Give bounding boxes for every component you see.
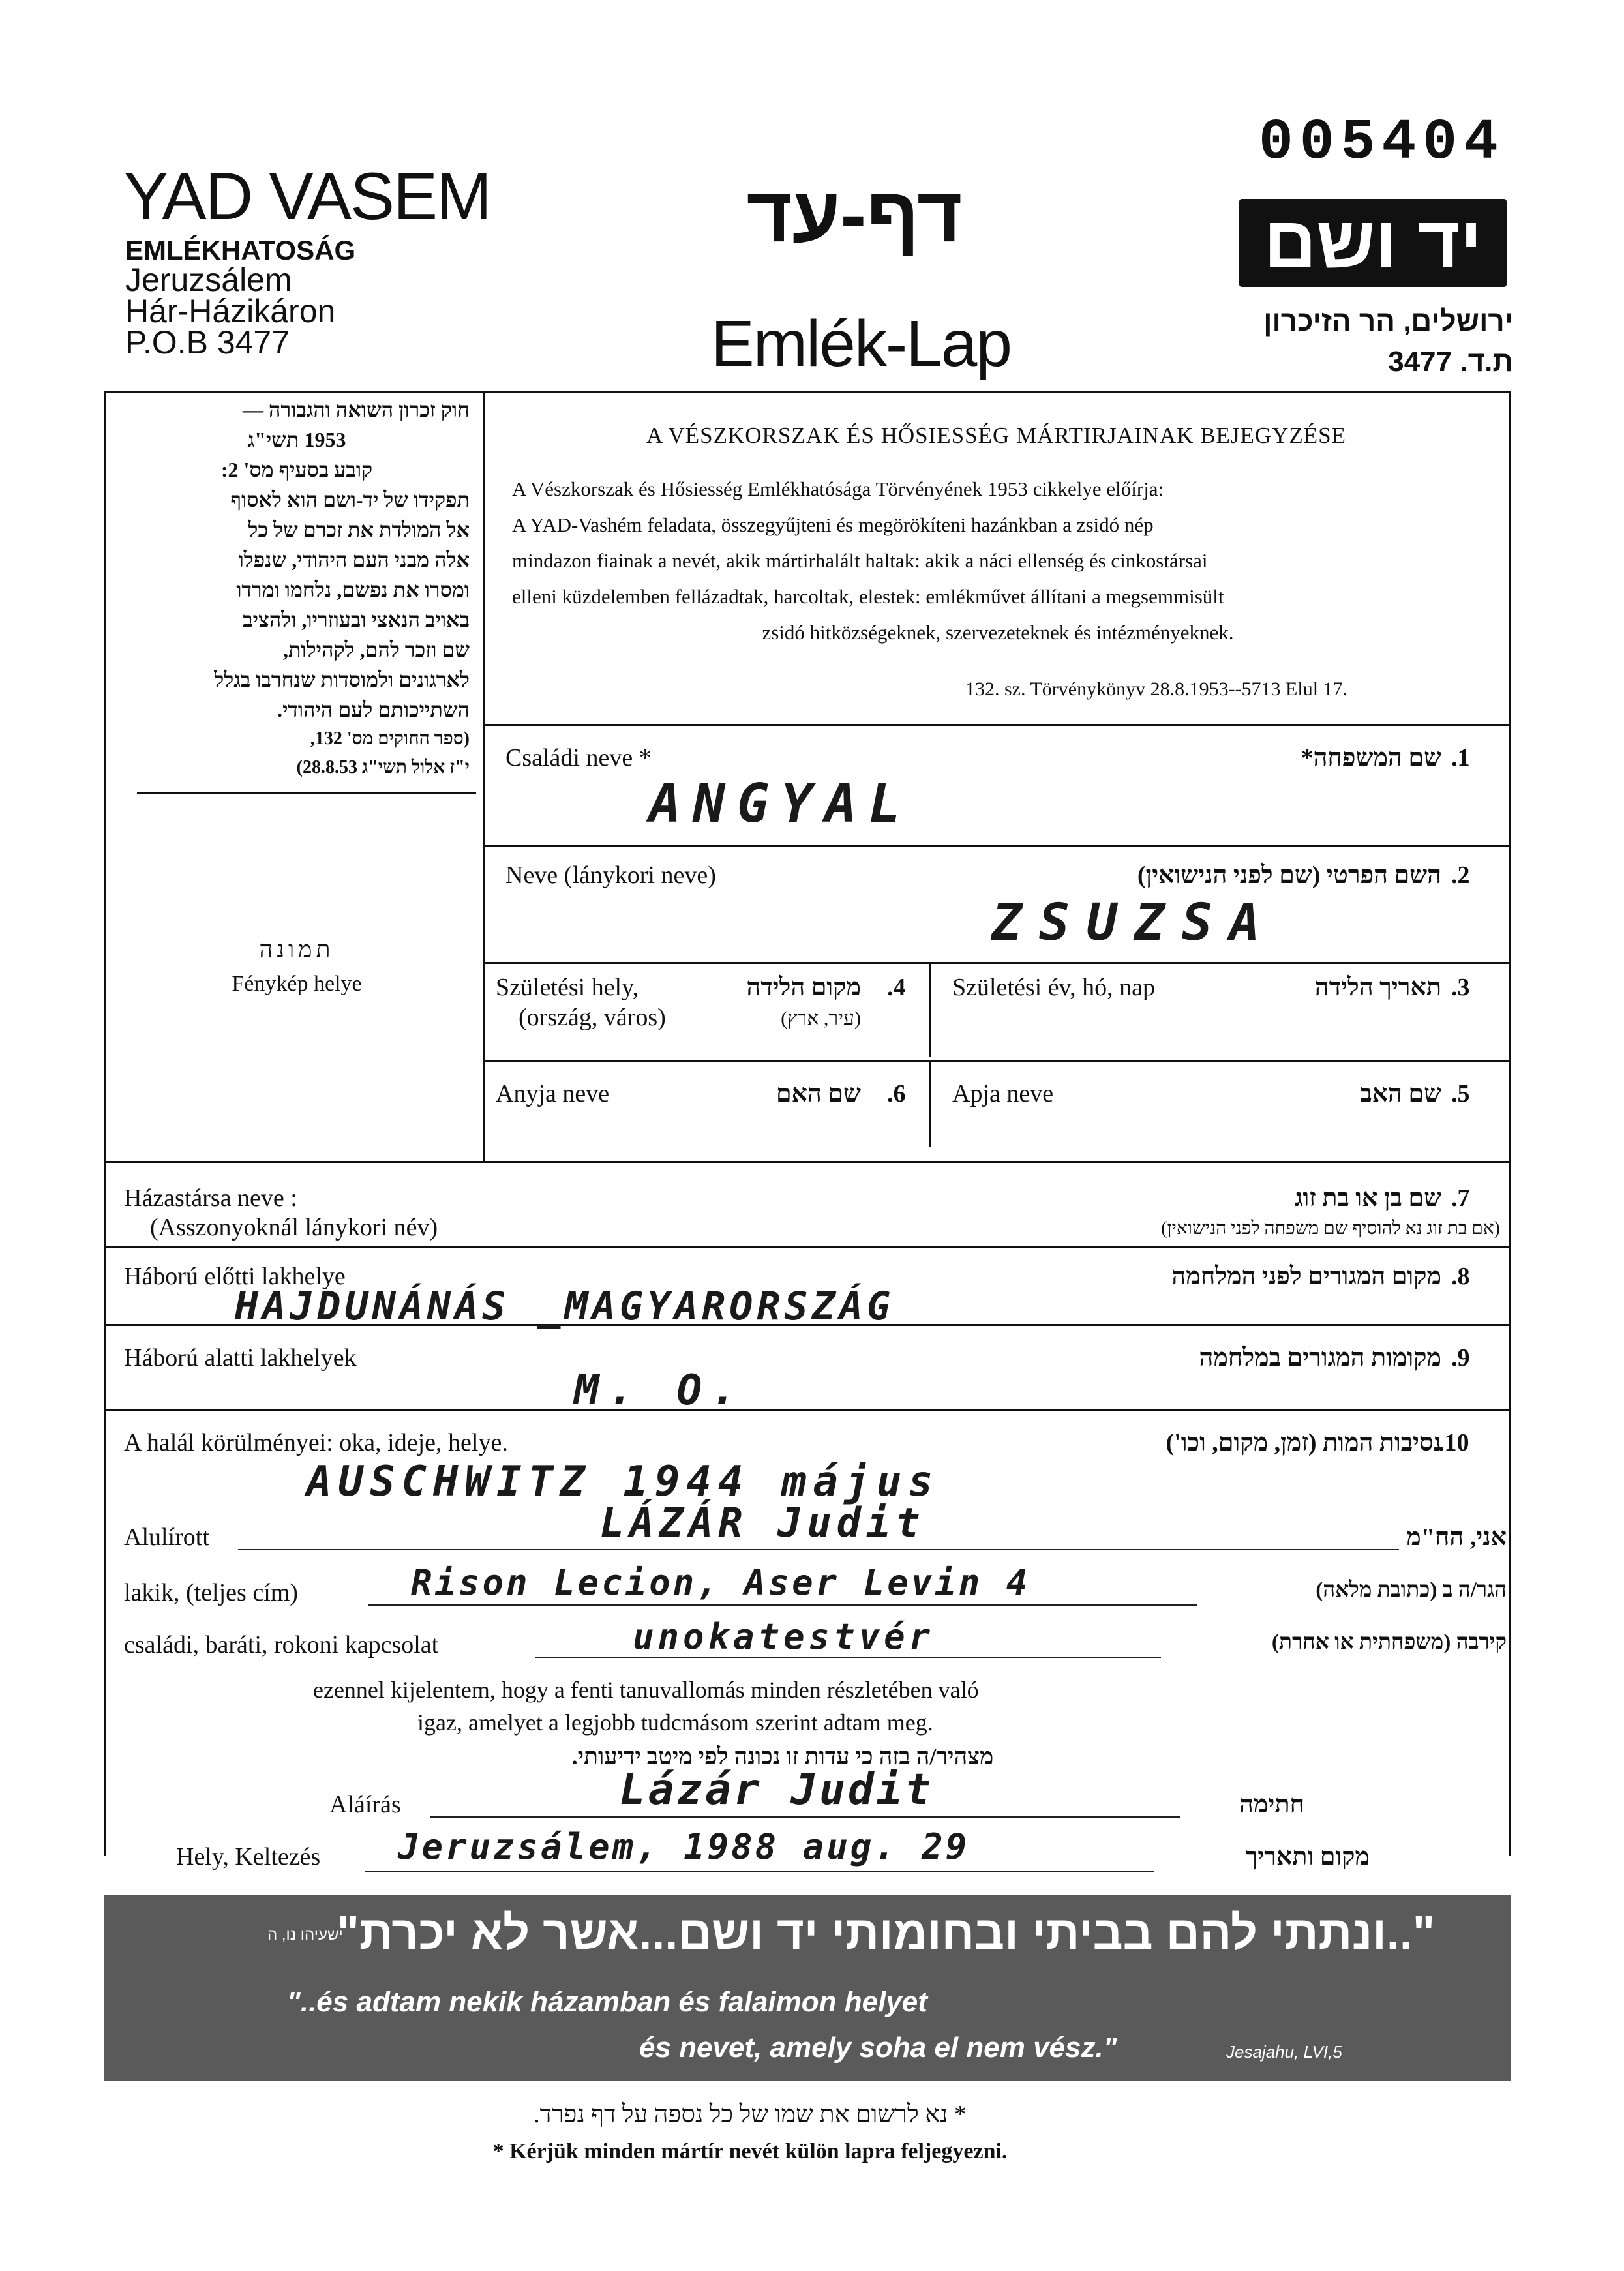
place-date-value[interactable]: Jeruzsálem, 1988 aug. 29 [398, 1826, 970, 1867]
row-line-3 [484, 962, 1509, 964]
field-father-name-label: Apja neve [952, 1080, 1054, 1107]
field-family-name-hebrew: שם המשפחה* [1301, 744, 1441, 772]
law-line: 1953 תשי"ג [247, 428, 346, 451]
field-spouse-number: .7 [1451, 1184, 1470, 1212]
field-spouse-hebrew-sub: (אם בת זוג נא להוסיף שם משפחה לפני הנישואין) [1161, 1218, 1500, 1239]
title-hebrew: דף-עד [746, 171, 963, 258]
field-wartime-residence-number: .9 [1451, 1344, 1470, 1372]
frame-right [1509, 391, 1511, 1856]
footer-note-hebrew: * נא לרשום את שמו של כל נספה על דף נפרד. [534, 2101, 967, 2128]
photo-label-hebrew: תמונה [259, 937, 335, 963]
field-death-circumstances-label: A halál körülményei: oka, ideje, helye. [124, 1429, 508, 1456]
field-birthplace-number: .4 [887, 974, 906, 1001]
field-prewar-residence-label: Háború előtti lakhelye [124, 1263, 346, 1290]
law-box-divider [483, 391, 485, 1161]
title-hungarian: Emlék-Lap [711, 307, 1011, 380]
field-birthplace-hebrew-sub: (עיר, ארץ) [781, 1008, 861, 1029]
field-given-name-label: Neve (lánykori neve) [505, 862, 716, 889]
place-date-hebrew: מקום ותאריך [1245, 1843, 1370, 1871]
undersigned-value[interactable]: LÁZÁR Judit [600, 1499, 925, 1546]
col-divider-2 [929, 1062, 931, 1147]
address-place: Hár-Házikáron [125, 293, 336, 329]
law-line: שם וזכר להם, לקהילות, [283, 638, 470, 661]
address-label: lakik, (teljes cím) [124, 1579, 298, 1606]
preamble-line: zsidó hitközségeknek, szervezeteknek és intézményeknek. [762, 621, 1234, 644]
field-family-name-value[interactable]: ANGYAL [649, 773, 913, 835]
statement-line-2: igaz, amelyet a legjobb tudcmásom szerint adtam meg. [417, 1709, 933, 1736]
address-hebrew-2: ת.ד. 3477 [1388, 346, 1513, 378]
address-hebrew-1: ירושלים, הר הזיכרון [1263, 305, 1513, 337]
frame-top [104, 391, 1511, 393]
field-birthdate-hebrew: תאריך הלידה [1314, 974, 1441, 1001]
relation-hebrew: קירבה (משפחתית או אחרת) [1271, 1631, 1507, 1654]
preamble-line: A YAD-Vashém feladata, összegyűjteni és megörökíteni hazánkban a zsidó nép [512, 513, 1154, 536]
field-birthplace-sublabel: (ország, város) [519, 1004, 666, 1031]
law-line: השתייכותם לעם היהודי. [277, 698, 470, 721]
field-mother-name-number: .6 [887, 1080, 906, 1107]
place-date-label: Hely, Keltezés [176, 1843, 321, 1871]
field-death-circumstances-hebrew: נסיבות המות (זמן, מקום, וכו') [1165, 1429, 1441, 1456]
field-spouse-sublabel: (Asszonyoknál lánykori név) [150, 1214, 438, 1241]
field-family-name-number: .1 [1451, 744, 1470, 772]
field-prewar-residence-value[interactable]: HAJDUNÁNÁS _MAGYARORSZÁG [235, 1284, 894, 1329]
org-name: YAD VASEM [124, 159, 491, 233]
law-line: י"ז אלול תשי"ג 28.8.53) [296, 757, 470, 777]
preamble-line: elleni küzdelemben fellázadtak, harcoltak, elestek: emlékművet állítani a megsemmisült [512, 585, 1224, 608]
field-given-name-hebrew: השם הפרטי (שם לפני הנישואין) [1137, 862, 1441, 889]
signature-hebrew: חתימה [1239, 1791, 1304, 1818]
field-birthplace-label: Születési hely, [496, 974, 639, 1001]
law-line: חוק זכרון השואה והגבורה — [243, 398, 470, 421]
signature-line [430, 1816, 1180, 1818]
banner-line-2: és nevet, amely soha el nem vész." [639, 2032, 1117, 2064]
field-death-circumstances-value[interactable]: AUSCHWITZ 1944 május [307, 1458, 940, 1506]
relation-label: családi, baráti, rokoni kapcsolat [124, 1631, 439, 1659]
field-father-name-hebrew: שם האב [1360, 1080, 1441, 1107]
preamble-line: A Vészkorszak és Hősiesség Emlékhatósága Törvényének 1953 cikkelye előírja: [512, 477, 1164, 500]
row-line-5 [104, 1161, 1511, 1163]
field-prewar-residence-number: .8 [1451, 1263, 1470, 1290]
row-line-4 [484, 1060, 1509, 1062]
preamble-line: mindazon fiainak a nevét, akik mártirhalált haltak: akik a náci ellenség és cinkostársai [512, 549, 1208, 572]
yad-vashem-logo [1239, 199, 1507, 287]
law-line: אלה מבני העם היהודי, שנפלו [238, 548, 470, 571]
law-box-bottom [137, 792, 476, 794]
field-family-name-label: Családi neve * [505, 744, 652, 772]
banner-line-1: "..és adtam nekik házamban és falaimon helyet [287, 1986, 927, 2018]
field-wartime-residence-value[interactable]: M. O. [574, 1366, 745, 1415]
row-line-1 [484, 724, 1509, 726]
law-line: קובע בסעיף מס' 2: [220, 458, 373, 481]
law-line: (ספר החוקים מס' 132, [310, 729, 470, 749]
footer-note: * Kérjük minden mártír nevét külön lapra feljegyezni. [492, 2139, 1008, 2163]
undersigned-line [238, 1549, 1399, 1550]
statement-line-1: ezennel kijelentem, hogy a fenti tanuvallomás minden részletében való [313, 1677, 979, 1703]
field-birthdate-label: Születési év, hó, nap [952, 974, 1155, 1001]
field-spouse-hebrew: שם בן או בת זוג [1294, 1184, 1441, 1212]
logo-text: יד ושם [1263, 202, 1482, 283]
law-line: תפקידו של יד-ושם הוא לאסוף [230, 488, 470, 511]
undersigned-label: Alulírott [124, 1524, 209, 1551]
col-divider-1 [929, 962, 931, 1057]
photo-label: Fénykép helye [232, 972, 362, 996]
quote-banner [104, 1895, 1511, 2081]
relation-value[interactable]: unokatestvér [633, 1616, 935, 1657]
field-wartime-residence-label: Háború alatti lakhelyek [124, 1344, 357, 1372]
org-subtitle: EMLÉKHATOSÁG [125, 235, 356, 265]
statement-hebrew: מצהיר/ה בזה כי עדות זו נכונה לפי מיטב ידיעותי. [571, 1743, 994, 1769]
address-line [368, 1604, 1197, 1606]
field-father-name-number: .5 [1451, 1080, 1470, 1107]
banner-hebrew-ref: ישעיהו נו, ה [267, 1926, 343, 1944]
law-box [124, 395, 470, 782]
field-given-name-value[interactable]: ZSUZSA [991, 894, 1277, 952]
field-birthplace-hebrew: מקום הלידה [746, 974, 861, 1001]
field-prewar-residence-hebrew: מקום המגורים לפני המלחמה [1171, 1263, 1441, 1290]
law-line: באויב הנאצי ובעוזריו, ולהציב [243, 608, 470, 631]
undersigned-hebrew: אני, הח"מ [1406, 1524, 1507, 1551]
preamble-text [512, 471, 1484, 650]
field-mother-name-hebrew: שם האם [775, 1080, 861, 1107]
address-city: Jeruzsálem [125, 262, 292, 298]
law-line: אל המולדת את זכרם של כל [248, 518, 470, 541]
place-date-line [365, 1871, 1154, 1872]
address-value[interactable]: Rison Lecion, Aser Levin 4 [411, 1562, 1030, 1603]
field-mother-name-label: Anyja neve [496, 1080, 610, 1107]
field-death-circumstances-number: .10 [1438, 1429, 1469, 1456]
preamble-title: A VÉSZKORSZAK ÉS HŐSIESSÉG MÁRTIRJAINAK BEJEGYZÉSE [646, 423, 1346, 448]
law-line: ומסרו את נפשם, נלחמו ומרדו [236, 578, 470, 601]
address-pob: P.O.B 3477 [125, 324, 290, 361]
address-hebrew: הגר/ה ב (כתובת מלאה) [1316, 1578, 1507, 1602]
field-spouse-label: Házastársa neve : [124, 1184, 297, 1212]
row-line-2 [484, 845, 1509, 847]
signature-value[interactable]: Lázár Judit [620, 1764, 934, 1814]
field-given-name-number: .2 [1451, 862, 1470, 889]
banner-hebrew: "..ונתתי להם בביתי ובחומותי יד ושם...אשר לא יכרת" [337, 1907, 1435, 1959]
law-line: לארגונים ולמוסדות שנחרבו בגלל [214, 668, 470, 691]
field-birthdate-number: .3 [1451, 974, 1470, 1001]
serial-number: 005404 [1259, 111, 1505, 175]
row-line-8 [104, 1409, 1511, 1411]
banner-ref: Jesajahu, LVI,5 [1226, 2042, 1342, 2062]
preamble-citation: 132. sz. Törvénykönyv 28.8.1953--5713 Elul 17. [965, 678, 1348, 700]
field-wartime-residence-hebrew: מקומות המגורים במלחמה [1199, 1344, 1441, 1372]
row-line-6 [104, 1246, 1511, 1248]
signature-label: Aláírás [329, 1791, 401, 1818]
frame-left [104, 391, 106, 1856]
